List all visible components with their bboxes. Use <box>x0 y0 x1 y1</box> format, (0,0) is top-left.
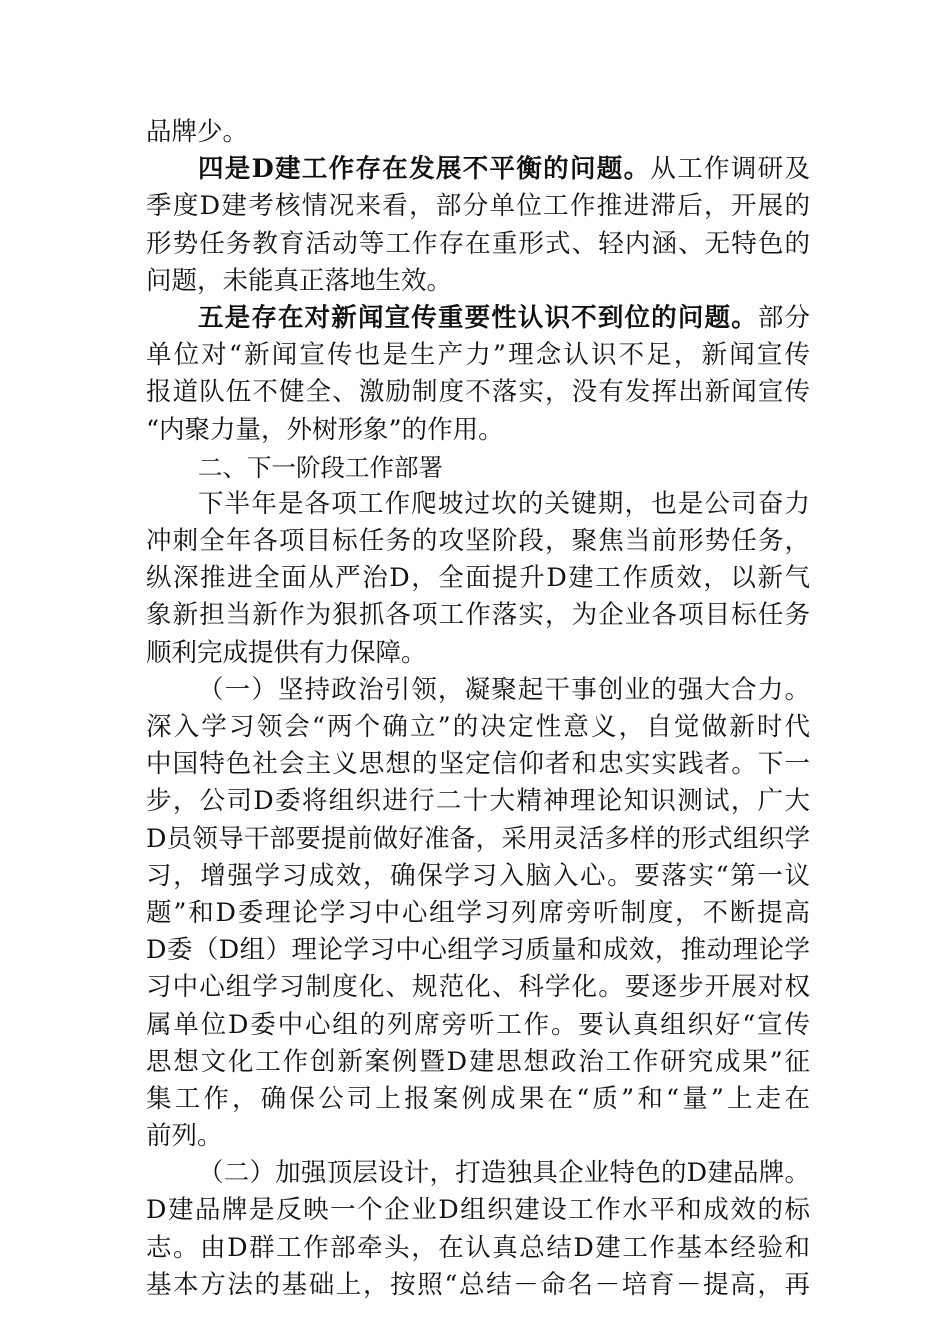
text-line <box>146 151 810 188</box>
text-line: 单位对“新闻宣传也是生产力”理念认识不足，新闻宣传 <box>146 340 810 371</box>
text-line: 下半年是各项工作爬坡过坎的关键期，也是公司奋力 <box>198 488 810 519</box>
text-line: 问题，未能真正落地生效。 <box>146 265 453 296</box>
bold-lead-phrase: 四是D建工作存在发展不平衡的问题。 <box>198 154 651 185</box>
text-line: 题”和D委理论学习中心组学习列席旁听制度，不断提高 <box>146 897 810 928</box>
subsection-heading-line: （二）加强顶层设计，打造独具企业特色的D建品牌。 <box>198 1158 810 1189</box>
bold-lead-phrase: 五是存在对新闻宣传重要性认识不到位的问题。 <box>198 302 758 333</box>
text-line: 习中心组学习制度化、规范化、科学化。要逐步开展对权 <box>146 972 810 1003</box>
text-line: 象新担当新作为狠抓各项工作落实，为企业各项目标任务 <box>146 600 810 631</box>
text-line: 中国特色社会主义思想的坚定信仰者和忠实实践者。下一 <box>146 749 810 780</box>
text-line: D建品牌是反映一个企业D组织建设工作水平和成效的标 <box>146 1195 810 1226</box>
text-line: 形势任务教育活动等工作存在重形式、轻内涵、无特色的 <box>146 228 810 259</box>
text-line: 步，公司D委将组织进行二十大精神理论知识测试，广大 <box>146 786 810 817</box>
text-line: 顺利完成提供有力保障。 <box>146 637 427 668</box>
text-line: 季度D建考核情况来看，部分单位工作推进滞后，开展的 <box>146 191 810 222</box>
text-line: 品牌少。 <box>146 117 249 147</box>
text-line: 习，增强学习成效，确保学习入脑入心。要落实“第一议 <box>146 860 810 891</box>
text-line: “内聚力量，外树形象”的作用。 <box>146 414 504 445</box>
text-line: 集工作，确保公司上报案例成果在“质”和“量”上走在 <box>146 1083 810 1114</box>
document-page <box>146 114 810 1304</box>
text-line: 属单位D委中心组的列席旁听工作。要认真组织好“宣传 <box>146 1009 810 1040</box>
subsection-heading-line: （一）坚持政治引领，凝聚起干事创业的强大合力。 <box>198 674 810 705</box>
text-line: 纵深推进全面从严治D，全面提升D建工作质效，以新气 <box>146 563 810 594</box>
text-line: 基本方法的基础上，按照“总结－命名－培育－提高，再 <box>146 1269 810 1300</box>
text-line: D委（D组）理论学习中心组学习质量和成效，推动理论学 <box>146 935 810 966</box>
text-span: 从工作调研及 <box>650 154 810 185</box>
text-line: 冲刺全年各项目标任务的攻坚阶段，聚焦当前形势任务， <box>146 526 810 557</box>
text-line: 思想文化工作创新案例暨D建思想政治工作研究成果”征 <box>146 1046 810 1077</box>
text-line: D员领导干部要提前做好准备，采用灵活多样的形式组织学 <box>146 823 810 854</box>
text-span: 部分 <box>757 302 810 333</box>
text-line: 深入学习领会“两个确立”的决定性意义，自觉做新时代 <box>146 712 810 742</box>
text-line: 前列。 <box>146 1121 223 1152</box>
section-heading: 二、下一阶段工作部署 <box>198 452 443 482</box>
text-line <box>146 300 810 337</box>
text-line: 报道队伍不健全、激励制度不落实，没有发挥出新闻宣传 <box>146 377 810 408</box>
text-line: 志。由D群工作部牵头，在认真总结D建工作基本经验和 <box>146 1232 810 1263</box>
